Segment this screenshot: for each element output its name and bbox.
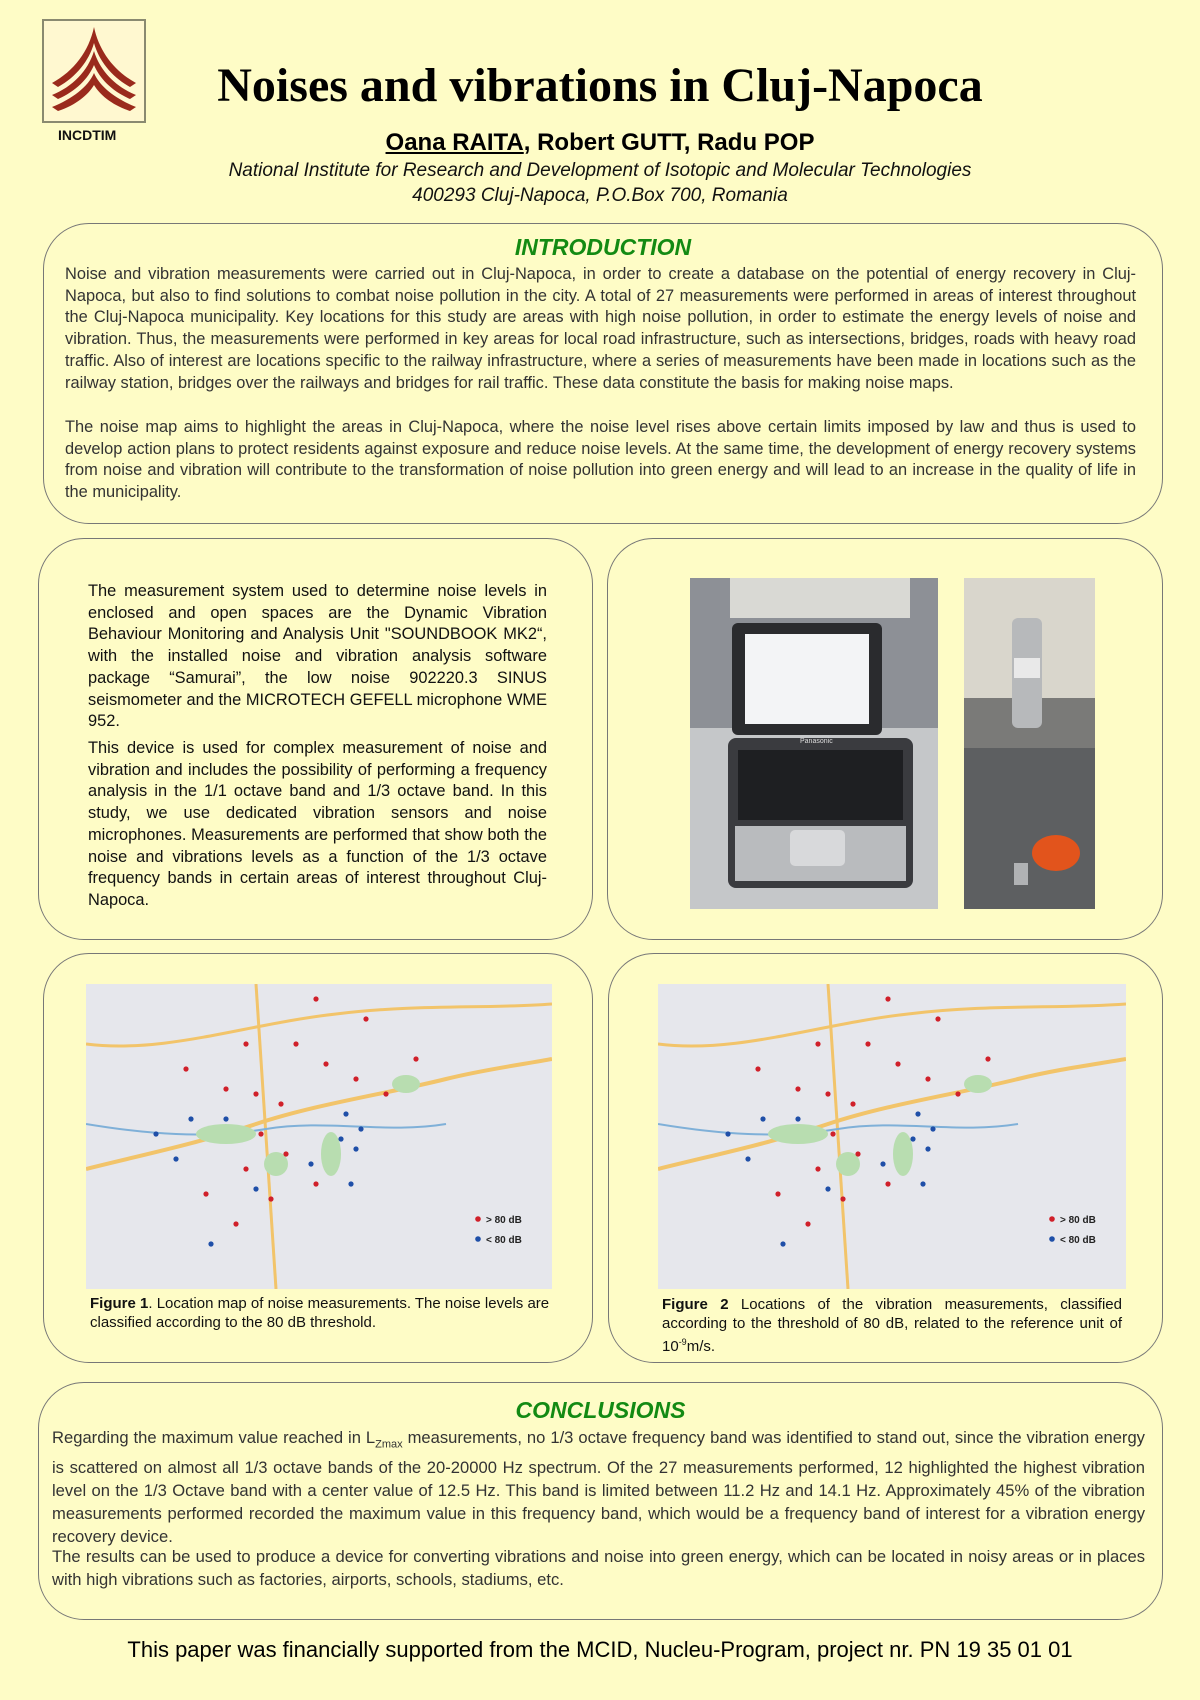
high-level-point: [223, 1086, 228, 1091]
low-level-point: [173, 1156, 178, 1161]
high-level-point: [865, 1041, 870, 1046]
high-level-point: [233, 1221, 238, 1226]
legend-low-marker: [1049, 1236, 1055, 1242]
high-level-point: [885, 1181, 890, 1186]
legend-high-marker: [1049, 1216, 1055, 1222]
low-level-point: [188, 1116, 193, 1121]
low-level-point: [338, 1136, 343, 1141]
logo-text: INCDTIM: [58, 127, 117, 143]
noise-measurement-map: [86, 984, 552, 1289]
high-level-point: [323, 1061, 328, 1066]
low-level-point: [208, 1241, 213, 1246]
northern-road: [658, 1004, 1126, 1046]
low-level-point: [153, 1131, 158, 1136]
high-level-point: [413, 1056, 418, 1061]
lzmax-subscript: Zmax: [375, 1438, 403, 1451]
introduction-paragraph-1: Noise and vibration measurements were carried out in Cluj-Napoca, in order to create a database on the potential of energy recovery in Cluj-Napoca, but also to find solutions to combat noise pollution in the city. A total of 27 measurements were performed in areas of interest throughout the Cluj-Napoca municipality. Key locations for this study are areas with high noise pollution, in order to estimate the energy levels of noise and vibration. Thus, the measurements were performed in key areas for local road infrastructure, such as intersections, bridges, roads with heavy road traffic. Also of interest are locations specific to the railway infrastructure, where a series of measurements have been made in locations such as the railway station, bridges over the railways and bridges for rail traffic. These data constitute the basis for making noise maps.: [65, 265, 1136, 392]
high-level-point: [278, 1101, 283, 1106]
low-level-point: [825, 1186, 830, 1191]
low-level-point: [920, 1181, 925, 1186]
conclusions-heading: CONCLUSIONS: [515, 1397, 686, 1423]
low-level-point: [880, 1161, 885, 1166]
legend-low-marker: [475, 1236, 481, 1242]
high-level-point: [268, 1196, 273, 1201]
high-level-point: [363, 1016, 368, 1021]
figure-1-caption-text: . Location map of noise measurements. The noise levels are classified according to the 80 dB threshold.: [90, 1295, 550, 1331]
high-level-point: [253, 1091, 258, 1096]
high-level-point: [815, 1041, 820, 1046]
low-level-point: [910, 1136, 915, 1141]
park-area: [964, 1075, 992, 1093]
low-level-point: [780, 1241, 785, 1246]
high-level-point: [825, 1091, 830, 1096]
park-area: [196, 1124, 256, 1144]
figure-2-label: Figure 2: [662, 1296, 729, 1313]
high-level-point: [985, 1056, 990, 1061]
low-level-point: [358, 1126, 363, 1131]
funding-footer: This paper was financially supported from the MCID, Nucleu-Program, project nr. PN 19 35 01 01: [127, 1637, 1073, 1662]
figure-2-caption-text: Locations of the vibration measurements, classified according to the threshold of 80 dB, related to the reference unit of 10: [662, 1296, 1122, 1355]
high-level-point: [830, 1131, 835, 1136]
introduction-paragraph-2: The noise map aims to highlight the areas in Cluj-Napoca, where the noise level rises above certain limits imposed by law and thus is used to develop action plans to protect residents against exposure and reduce noise levels. At the same time, the development of energy recovery systems from noise and vibration will contribute to the transformation of noise pollution into green energy and will lead to an increase in the quality of life in the municipality.: [65, 418, 1136, 502]
conclusions-text-b: measurements, no 1/3 octave frequency band was identified to stand out, since the vibration energy is scattered on almost all 1/3 octave bands of the 20-20000 Hz spectrum. Of the 27 measurements performed, 12 highlighted the highest vibration level on the 1/3 Octave band with a center value of 12.5 Hz. This band is limited between 11.2 Hz and 14.1 Hz. Approximately 45% of the vibration measurements performed recorded the maximum value in this frequency band, which would be a frequency band of interest for a vibration energy recovery device.: [52, 1428, 1145, 1547]
figure-2-exponent: -9: [678, 1337, 687, 1347]
introduction-heading: INTRODUCTION: [514, 234, 692, 260]
high-level-point: [815, 1166, 820, 1171]
high-level-point: [283, 1151, 288, 1156]
figure-1-caption: [90, 1294, 550, 1332]
low-level-point: [253, 1186, 258, 1191]
high-level-point: [203, 1191, 208, 1196]
park-area: [768, 1124, 828, 1144]
affiliation-line-2: 400293 Cluj-Napoca, P.O.Box 700, Romania: [412, 185, 788, 206]
conclusions-text-a: Regarding the maximum value reached in L: [52, 1428, 376, 1447]
high-level-point: [183, 1066, 188, 1071]
poster-title: Noises and vibrations in Cluj-Napoca: [217, 59, 983, 112]
legend-high-label: > 80 dB: [1060, 1215, 1096, 1226]
author-rest: , Robert GUTT, Radu POP: [523, 129, 815, 156]
legend-high-label: > 80 dB: [486, 1215, 522, 1226]
laptop-brand: Panasonic: [800, 738, 833, 745]
northern-road: [86, 1004, 552, 1046]
low-level-point: [223, 1116, 228, 1121]
high-level-point: [885, 996, 890, 1001]
method-paragraph-1: The measurement system used to determine noise levels in enclosed and open spaces are the Dynamic Vibration Behaviour Monitoring and Analysis Unit "SOUNDBOOK MK2“, with the installed noise and vibration analysis software package “Samurai”, the low noise 902220.3 SINUS seismometer and the MICROTECH GEFELL microphone WME 952.: [88, 582, 547, 731]
north-south-road: [828, 984, 848, 1289]
park-area: [893, 1132, 913, 1176]
main-road: [86, 1059, 552, 1169]
high-level-point: [855, 1151, 860, 1156]
low-level-point: [795, 1116, 800, 1121]
high-level-point: [795, 1086, 800, 1091]
vibration-measurement-map: [658, 984, 1126, 1289]
conclusions-paragraph-1: [52, 1426, 1145, 1548]
affiliation-line-1: National Institute for Research and Development of Isotopic and Molecular Technologies: [228, 160, 972, 181]
figure-2-caption: [662, 1295, 1122, 1356]
high-level-point: [383, 1091, 388, 1096]
author-first: Oana RAITA: [385, 129, 524, 156]
high-level-point: [755, 1066, 760, 1071]
low-level-point: [343, 1111, 348, 1116]
laptop-photo: [690, 578, 938, 909]
high-level-point: [313, 996, 318, 1001]
conclusions-paragraph-2: The results can be used to produce a device for converting vibrations and noise into green energy, which can be located in noisy areas or in places with high vibrations such as factories, airports, schools, stadiums, etc.: [52, 1547, 1145, 1589]
high-level-point: [805, 1221, 810, 1226]
low-level-point: [745, 1156, 750, 1161]
high-level-point: [935, 1016, 940, 1021]
north-south-road: [256, 984, 276, 1289]
low-level-point: [915, 1111, 920, 1116]
sensor-photo: [964, 578, 1095, 909]
high-level-point: [775, 1191, 780, 1196]
authors: [0, 129, 1200, 157]
low-level-point: [930, 1126, 935, 1131]
low-level-point: [353, 1146, 358, 1151]
legend-low-label: < 80 dB: [486, 1235, 522, 1246]
figure-2-caption-unit: m/s.: [686, 1338, 716, 1355]
high-level-point: [243, 1166, 248, 1171]
high-level-point: [925, 1076, 930, 1081]
legend-high-marker: [475, 1216, 481, 1222]
high-level-point: [313, 1181, 318, 1186]
low-level-point: [760, 1116, 765, 1121]
low-level-point: [925, 1146, 930, 1151]
high-level-point: [258, 1131, 263, 1136]
high-level-point: [955, 1091, 960, 1096]
high-level-point: [850, 1101, 855, 1106]
method-paragraph-2: This device is used for complex measurement of noise and vibration and includes the possibility of performing a frequency analysis in the 1/1 octave band and 1/3 octave band. In this study, we use dedicated vibration sensors and noise microphones. Measurements are performed that show both the noise and vibrations levels as a function of the 1/3 octave frequency bands in certain areas of interest throughout Cluj-Napoca.: [88, 739, 547, 909]
low-level-point: [725, 1131, 730, 1136]
park-area: [321, 1132, 341, 1176]
main-road: [658, 1059, 1126, 1169]
park-area: [392, 1075, 420, 1093]
low-level-point: [308, 1161, 313, 1166]
high-level-point: [243, 1041, 248, 1046]
high-level-point: [293, 1041, 298, 1046]
low-level-point: [348, 1181, 353, 1186]
legend-low-label: < 80 dB: [1060, 1235, 1096, 1246]
high-level-point: [353, 1076, 358, 1081]
figure-1-label: Figure 1: [90, 1295, 149, 1312]
high-level-point: [840, 1196, 845, 1201]
high-level-point: [895, 1061, 900, 1066]
